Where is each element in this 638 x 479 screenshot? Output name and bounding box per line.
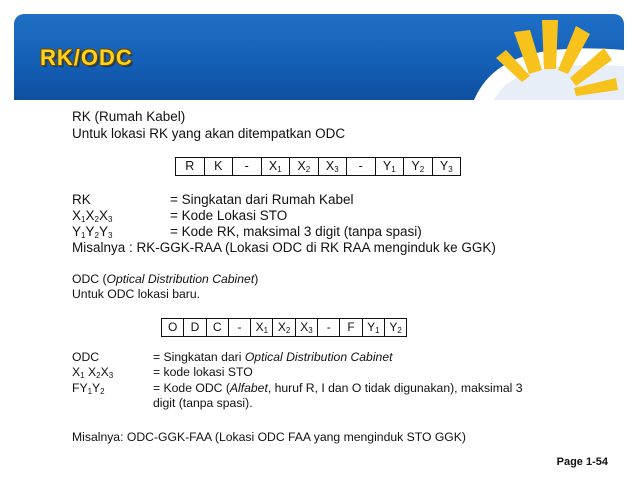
- odc-def-desc: [153, 381, 523, 395]
- odc-def-term: $FY_1Y_2$: [72, 381, 105, 396]
- company-logo-icon: [434, 14, 624, 100]
- odc-def-desc-prefix: = Kode ODC (: [153, 381, 230, 395]
- page-number: Page 1-54: [556, 456, 608, 468]
- odc-def-desc: [153, 350, 393, 364]
- odc-subtitle: Untuk ODC lokasi baru.: [72, 287, 201, 301]
- rk-example: Misalnya : RK-GGK-RAA (Lokasi ODC di RK RAA menginduk ke GGK): [72, 240, 496, 255]
- odc-def-desc-prefix: = Singkatan dari: [153, 350, 245, 364]
- odc-def-term: $X_1$ $X_2X_3$: [72, 365, 114, 380]
- odc-code-cell: D: [184, 319, 206, 336]
- odc-example: Misalnya: ODC-GGK-FAA (Lokasi ODC FAA yang menginduk STO GGK): [72, 430, 466, 444]
- rk-code-cell: $Y_1$: [376, 158, 405, 175]
- odc-code-cell: $X_2$: [273, 319, 295, 336]
- odc-def-term: ODC: [72, 350, 100, 364]
- odc-code-cell: $X_3$: [296, 319, 318, 336]
- rk-def-desc: = Kode RK, maksimal 3 digit (tanpa spasi): [170, 224, 422, 239]
- odc-def-desc-line2: digit (tanpa spasi).: [153, 396, 253, 410]
- odc-code-cell: $Y_1$: [363, 319, 385, 336]
- odc-title-suffix: ): [254, 272, 259, 286]
- odc-def-desc-suffix: , huruf R, I dan O tidak digunakan), maksimal 3: [267, 381, 523, 395]
- slide-title: RK/ODC: [40, 45, 133, 70]
- rk-def-desc: = Kode Lokasi STO: [170, 208, 288, 223]
- rk-code-boxes: [175, 157, 461, 176]
- rk-def-term: $X_1X_2X_3$: [72, 208, 113, 224]
- odc-code-cell: $Y_2$: [385, 319, 407, 336]
- rk-code-cell: $X_3$: [319, 158, 348, 175]
- odc-code-cell: O: [162, 319, 184, 336]
- odc-code-cell: -: [229, 319, 251, 336]
- odc-title-prefix: ODC (: [72, 272, 107, 286]
- rk-code-cell: R: [176, 158, 205, 175]
- odc-code-boxes: [161, 318, 407, 337]
- odc-title: [72, 272, 258, 286]
- rk-code-cell: $X_1$: [262, 158, 291, 175]
- rk-code-cell: K: [205, 158, 234, 175]
- rk-def-desc: = Singkatan dari Rumah Kabel: [170, 192, 354, 207]
- rk-code-cell: $Y_2$: [404, 158, 433, 175]
- odc-title-italic: Optical Distribution Cabinet: [106, 272, 255, 286]
- slide-header: [14, 14, 624, 100]
- rk-def-term: RK: [72, 192, 91, 207]
- odc-code-cell: C: [207, 319, 229, 336]
- odc-code-cell: F: [340, 319, 362, 336]
- rk-code-cell: -: [233, 158, 262, 175]
- rk-code-cell: -: [347, 158, 376, 175]
- rk-subtitle: Untuk lokasi RK yang akan ditempatkan ODC: [72, 126, 346, 141]
- odc-code-cell: -: [318, 319, 340, 336]
- rk-title: RK (Rumah Kabel): [72, 109, 186, 124]
- odc-def-desc-italic: Optical Distribution Cabinet: [244, 350, 393, 364]
- rk-code-cell: $Y_3$: [433, 158, 462, 175]
- odc-def-desc: = kode lokasi STO: [153, 365, 253, 379]
- odc-def-desc-italic: Alfabet: [229, 381, 268, 395]
- odc-code-cell: $X_1$: [251, 319, 273, 336]
- rk-def-term: $Y_1Y_2Y_3$: [72, 224, 113, 240]
- rk-code-cell: $X_2$: [290, 158, 319, 175]
